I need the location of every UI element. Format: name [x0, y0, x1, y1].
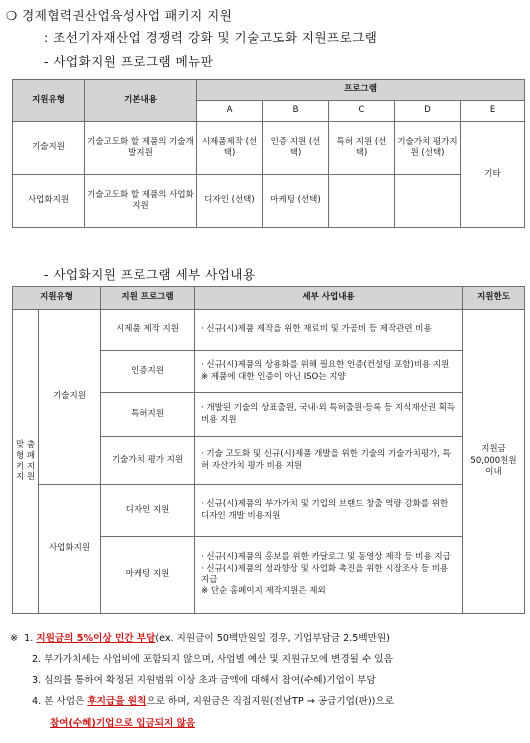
program-detail-table	[12, 286, 525, 614]
row-basic: 기술고도화 할 제품의 기술개발지원	[85, 122, 197, 175]
cell-d	[395, 175, 461, 228]
section-subtitle: : 조선기자재산업 경쟁력 강화 및 기술고도화 지원프로그램	[44, 30, 378, 45]
program-name: 특허지원	[101, 393, 195, 437]
note-2: 2. 부가가치세는 사업비에 포함되지 않으며, 사업별 예산 및 지원규모에 변경될 수 있음	[32, 654, 393, 665]
program-menu-table	[12, 79, 525, 228]
cell-d: 기술가치 평가지원 (선택)	[395, 122, 461, 175]
package-support-label: 맞 춤 형 패 키 지 지 원	[13, 310, 39, 614]
program-letter: C	[329, 101, 395, 122]
cell-c: 특허 지원 (선택)	[329, 122, 395, 175]
cell-b: 마케팅 (선택)	[263, 175, 329, 228]
note-1-highlight: 지원금의 5%이상 민간 부담	[36, 633, 156, 644]
group-tech-support: 기술지원	[39, 310, 101, 485]
program-letter: A	[197, 101, 263, 122]
header-support-limit: 지원한도	[463, 287, 525, 310]
header-support-type: 지원유형	[13, 80, 85, 122]
note-3: 3. 심의를 통하여 확정된 지원범위 이상 초과 금액에 대해서 참여(수혜)기업이 부담	[32, 675, 376, 686]
cell-a: 디자인 (선택)	[197, 175, 263, 228]
note-4-text-b: 으로 하며, 지원금은 직접지원(전남TP → 공급기업(판))으로	[146, 696, 394, 707]
program-content: · 신규(시)제품 제작을 위한 재료비 및 가공비 등 제작관련 비용	[195, 310, 463, 351]
program-letter: E	[461, 101, 525, 122]
program-name: 디자인 지원	[101, 485, 195, 537]
program-content: · 개발된 기술의 상표출원, 국내·외 특허출원·등록 등 지식재산권 획득 비용 지원	[195, 393, 463, 437]
note-4-line2: 참여(수혜)기업으로 입금되지 않음	[50, 718, 196, 729]
program-content: · 신규(시)제품의 홍보를 위한 카달로그 및 동영상 제작 등 비용 지급 · 신규(시)제품의 성과향상 및 사업화 촉진을 위한 시장조사 등 비용 지급 ※ 단순 홈페이지 제작지원은 제외	[195, 537, 463, 614]
group-biz-support: 사업화지원	[39, 485, 101, 614]
cell-a: 시제품제작 (선택)	[197, 122, 263, 175]
program-content: · 기술 고도화 및 신규(시)제품 개발을 위한 기술의 기술가치평가, 특허 자산가치 평가 비용 지원	[195, 437, 463, 485]
header-detail-content: 세부 사업내용	[195, 287, 463, 310]
program-name: 마케팅 지원	[101, 537, 195, 614]
cell-b: 인증 지원 (선택)	[263, 122, 329, 175]
program-content: · 신규(시)제품의 부가가치 및 기업의 브랜드 창출 역량 강화를 위한 디자인 개발 비용지원	[195, 485, 463, 537]
cell-c	[329, 175, 395, 228]
note-mark: ※	[10, 633, 19, 644]
row-type: 사업화지원	[13, 175, 85, 228]
support-limit: 지원금 50,000천원 이내	[463, 310, 525, 614]
note-4-text-a: 4. 본 사업은	[32, 696, 85, 707]
note-4-highlight: 후지급을 원칙	[87, 696, 147, 707]
header-support-type: 지원유형	[13, 287, 101, 310]
row-type: 기술지원	[13, 122, 85, 175]
note-1-text: (ex. 지원금이 50백만원일 경우, 기업부담금 2.5백만원)	[155, 633, 390, 644]
program-letter: B	[263, 101, 329, 122]
program-content: · 신규(시)제품의 상용화를 위해 필요한 인증(컨설팅 포함)비용 지원 ※ 제품에 대한 인증이 아닌 ISO는 지양	[195, 351, 463, 393]
program-letter: D	[395, 101, 461, 122]
cell-e: 기타	[461, 122, 525, 228]
program-name: 시제품 제작 지원	[101, 310, 195, 351]
detail-title: - 사업화지원 프로그램 세부 사업내용	[44, 267, 256, 282]
menu-title: - 사업화지원 프로그램 메뉴판	[44, 54, 214, 69]
program-name: 인증지원	[101, 351, 195, 393]
header-support-program: 지원 프로그램	[101, 287, 195, 310]
header-program: 프로그램	[197, 80, 525, 101]
header-basic-content: 기본내용	[85, 80, 197, 122]
row-basic: 기술고도화 할 제품의 사업화지원	[85, 175, 197, 228]
program-name: 기술가치 평가 지원	[101, 437, 195, 485]
section-title: ❍ 경제협력권산업육성사업 패키지 지원	[6, 8, 233, 23]
note-1-number: 1.	[24, 633, 34, 644]
